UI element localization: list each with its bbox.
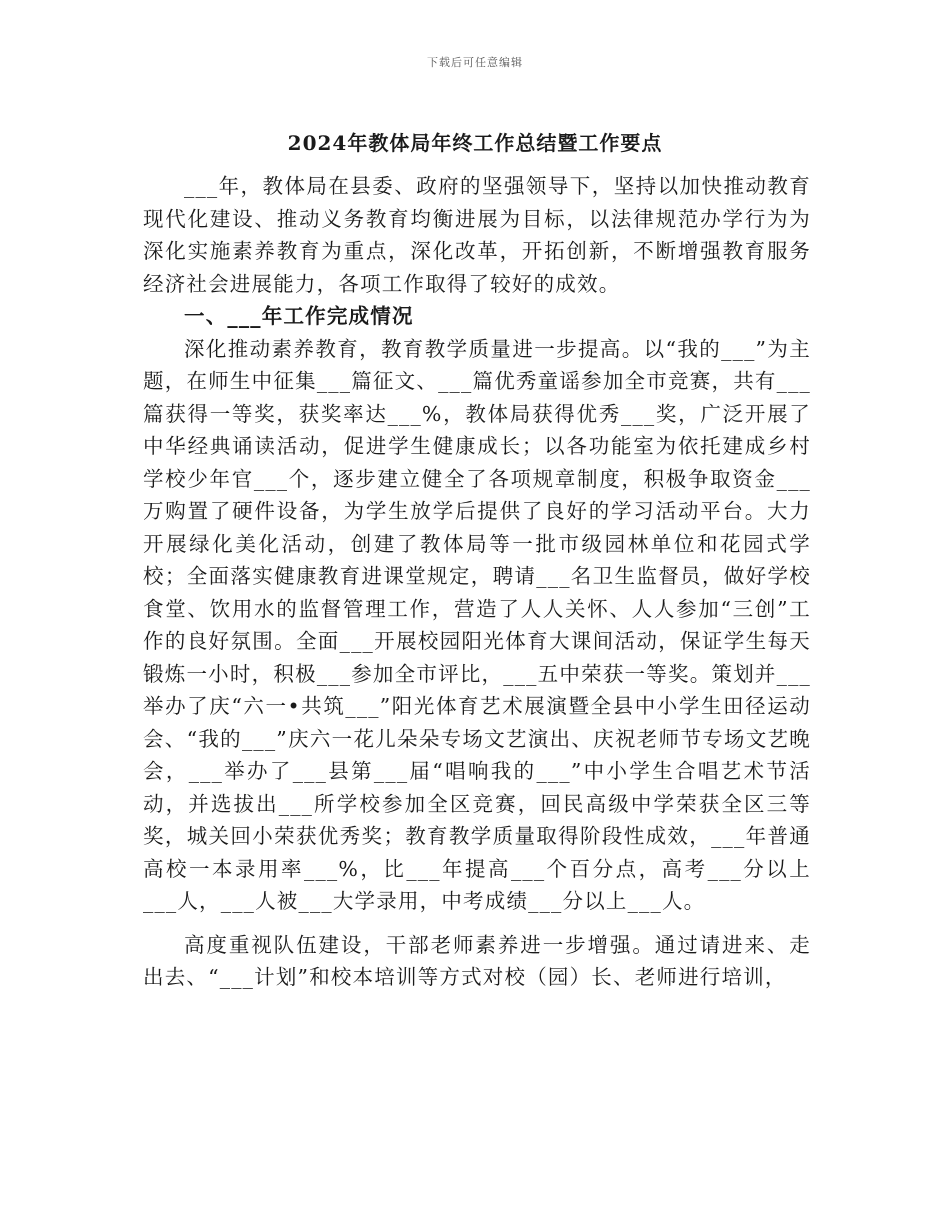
document-title: 2024年教体局年终工作总结暨工作要点: [287, 131, 663, 155]
page-header-note: 下载后可任意编辑: [427, 56, 523, 69]
section-heading-1: 一、___年工作完成情况: [184, 304, 414, 328]
document-body: [143, 170, 811, 994]
intro-paragraph: ___年，教体局在县委、政府的坚强领导下，坚持以加快推动教育现代化建设、推动义务教育均衡进展为目标，以法律规范办学行为为深化实施素养教育为重点，深化改革，开拓创新，不断增强教育服务经济社会进展能力，各项工作取得了较好的成效。: [143, 174, 811, 296]
section1-paragraph-1: 深化推动素养教育，教育教学质量进一步提高。以“我的___”为主题，在师生中征集___篇征文、___篇优秀童谣参加全市竞赛，共有___篇获得一等奖，获奖率达___%，教体局获得优秀___奖，广泛开展了中华经典诵读活动，促进学生健康成长；以各功能室为依托建成乡村学校少年官___个，逐步建立健全了各项规章制度，积极争取资金___万购置了硬件设备，为学生放学后提供了良好的学习活动平台。大力开展绿化美化活动，创建了教体局等一批市级园林单位和花园式学校；全面落实健康教育进课堂规定，聘请___名卫生监督员，做好学校食堂、饮用水的监督管理工作，营造了人人关怀、人人参加“三创”工作的良好氛围。全面___开展校园阳光体育大课间活动，保证学生每天锻炼一小时，积极___参加全市评比，___五中荣获一等奖。策划并___举办了庆“六一•共筑___”阳光体育艺术展演暨全县中小学生田径运动会、“我的___”庆六一花儿朵朵专场文艺演出、庆祝老师节专场文艺晚会，___举办了___县第___届“唱响我的___”中小学生合唱艺术节活动，并选拔出___所学校参加全区竞赛，回民高级中学荣获全区三等奖，城关回小荣获优秀奖；教育教学质量取得阶段性成效，___年普通高校一本录用率___%，比___年提高___个百分点，高考___分以上___人，___人被___大学录用，中考成绩___分以上___人。: [143, 336, 811, 913]
section1-paragraph-2: 高度重视队伍建设，干部老师素养进一步增强。通过请进来、走出去、“___计划”和校本培训等方式对校（园）长、老师进行培训，: [143, 932, 811, 989]
